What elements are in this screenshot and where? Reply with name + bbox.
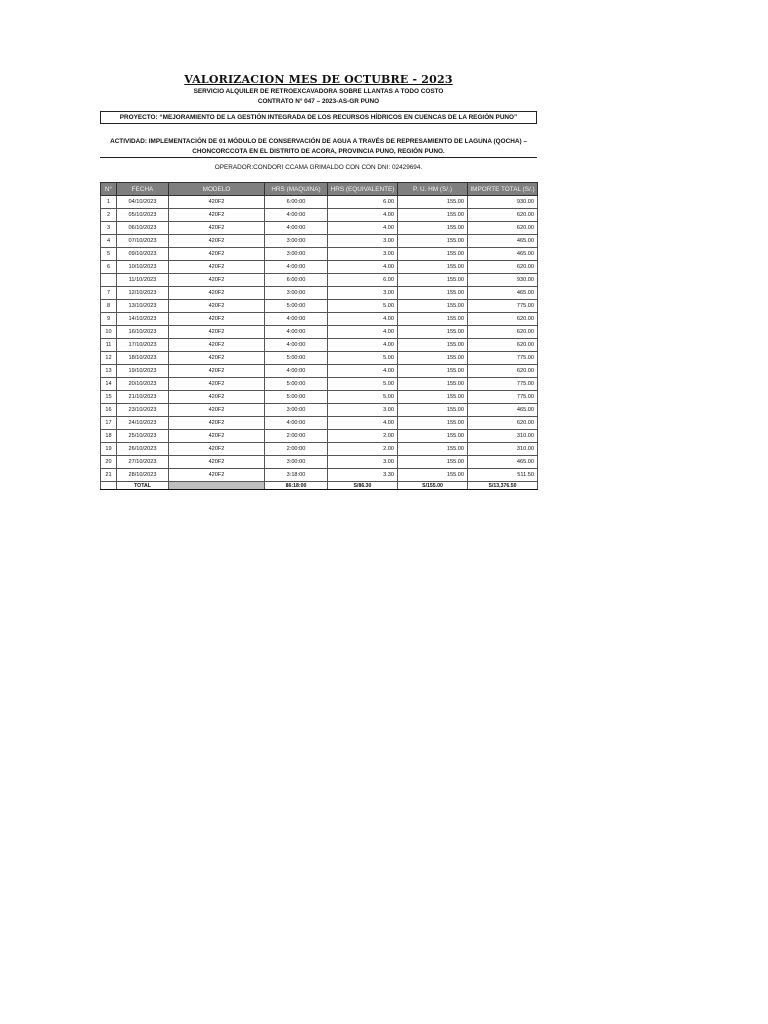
cell-hrs-maquina: 5:00:00: [265, 352, 328, 365]
total-row: [101, 482, 538, 490]
cell-fecha: 19/10/2023: [117, 365, 169, 378]
cell-hrs-maquina: 3:00:00: [265, 404, 328, 417]
cell-precio-unitario: 155.00: [398, 222, 468, 235]
cell-hrs-equivalente: 3.00: [328, 248, 398, 261]
cell-hrs-maquina: 4:00:00: [265, 417, 328, 430]
cell-fecha: 18/10/2023: [117, 352, 169, 365]
cell-fecha: 26/10/2023: [117, 443, 169, 456]
total-n-cell: [101, 482, 117, 490]
cell-hrs-equivalente: 3.00: [328, 404, 398, 417]
table-row: [101, 352, 538, 365]
cell-hrs-equivalente: 6.00: [328, 196, 398, 209]
cell-n: [101, 274, 117, 287]
cell-modelo: 420F2: [169, 378, 265, 391]
col-header-fecha: FECHA: [117, 183, 169, 196]
cell-importe-total: 620.00: [468, 313, 538, 326]
total-precio-unitario: S/155.00: [398, 482, 468, 490]
cell-importe-total: 465.00: [468, 404, 538, 417]
cell-modelo: 420F2: [169, 222, 265, 235]
cell-hrs-equivalente: 4.00: [328, 209, 398, 222]
cell-importe-total: 310.00: [468, 430, 538, 443]
cell-precio-unitario: 155.00: [398, 443, 468, 456]
cell-fecha: 24/10/2023: [117, 417, 169, 430]
cell-n: 17: [101, 417, 117, 430]
cell-importe-total: 465.00: [468, 235, 538, 248]
cell-fecha: 04/10/2023: [117, 196, 169, 209]
cell-hrs-maquina: 3:00:00: [265, 248, 328, 261]
valuation-table: [100, 182, 538, 490]
valuation-sheet: [100, 70, 537, 490]
cell-precio-unitario: 155.00: [398, 391, 468, 404]
cell-fecha: 11/10/2023: [117, 274, 169, 287]
cell-hrs-maquina: 3:00:00: [265, 287, 328, 300]
cell-n: 11: [101, 339, 117, 352]
cell-hrs-equivalente: 2.00: [328, 430, 398, 443]
cell-hrs-maquina: 5:00:00: [265, 391, 328, 404]
activity-block: [100, 137, 537, 158]
table-row: [101, 235, 538, 248]
cell-hrs-equivalente: 3.30: [328, 469, 398, 482]
cell-precio-unitario: 155.00: [398, 287, 468, 300]
cell-hrs-maquina: 6:00:00: [265, 196, 328, 209]
cell-hrs-maquina: 4:00:00: [265, 261, 328, 274]
cell-fecha: 07/10/2023: [117, 235, 169, 248]
cell-hrs-maquina: 6:00:00: [265, 274, 328, 287]
cell-modelo: 420F2: [169, 391, 265, 404]
cell-fecha: 20/10/2023: [117, 378, 169, 391]
total-modelo-cell: [169, 482, 265, 490]
cell-hrs-equivalente: 5.00: [328, 352, 398, 365]
cell-importe-total: 775.00: [468, 378, 538, 391]
table-row: [101, 430, 538, 443]
col-header-hrs-equivalente: HRS (EQUIVALENTE): [328, 183, 398, 196]
cell-modelo: 420F2: [169, 300, 265, 313]
operator-line: OPERADOR:CONDORI CCAMA GRIMALDO CON CON DNI: 02429694.: [214, 164, 423, 171]
cell-n: 9: [101, 313, 117, 326]
cell-importe-total: 930.00: [468, 196, 538, 209]
cell-n: 18: [101, 430, 117, 443]
cell-hrs-maquina: 4:00:00: [265, 209, 328, 222]
cell-fecha: 13/10/2023: [117, 300, 169, 313]
cell-hrs-equivalente: 4.00: [328, 313, 398, 326]
col-header-n: N°: [101, 183, 117, 196]
cell-modelo: 420F2: [169, 326, 265, 339]
cell-importe-total: 465.00: [468, 456, 538, 469]
cell-precio-unitario: 155.00: [398, 456, 468, 469]
table-row: [101, 326, 538, 339]
cell-fecha: 10/10/2023: [117, 261, 169, 274]
cell-modelo: 420F2: [169, 209, 265, 222]
cell-n: 21: [101, 469, 117, 482]
cell-hrs-equivalente: 4.00: [328, 222, 398, 235]
cell-hrs-maquina: 3:00:00: [265, 235, 328, 248]
cell-hrs-maquina: 2:00:00: [265, 443, 328, 456]
table-row: [101, 404, 538, 417]
cell-fecha: 21/10/2023: [117, 391, 169, 404]
cell-fecha: 27/10/2023: [117, 456, 169, 469]
cell-precio-unitario: 155.00: [398, 235, 468, 248]
table-row: [101, 469, 538, 482]
cell-hrs-equivalente: 4.00: [328, 339, 398, 352]
cell-precio-unitario: 155.00: [398, 378, 468, 391]
cell-importe-total: 620.00: [468, 209, 538, 222]
cell-modelo: 420F2: [169, 365, 265, 378]
table-row: [101, 417, 538, 430]
table-row: [101, 261, 538, 274]
cell-n: 7: [101, 287, 117, 300]
cell-precio-unitario: 155.00: [398, 313, 468, 326]
cell-precio-unitario: 155.00: [398, 417, 468, 430]
cell-fecha: 17/10/2023: [117, 339, 169, 352]
cell-n: 19: [101, 443, 117, 456]
service-line: SERVICIO ALQUILER DE RETROEXCAVADORA SOBRE LLANTAS A TODO COSTO: [193, 88, 444, 95]
table-row: [101, 248, 538, 261]
cell-precio-unitario: 155.00: [398, 196, 468, 209]
cell-n: 5: [101, 248, 117, 261]
cell-precio-unitario: 155.00: [398, 261, 468, 274]
cell-n: 1: [101, 196, 117, 209]
cell-hrs-equivalente: 4.00: [328, 261, 398, 274]
cell-precio-unitario: 155.00: [398, 326, 468, 339]
cell-modelo: 420F2: [169, 339, 265, 352]
cell-precio-unitario: 155.00: [398, 209, 468, 222]
cell-importe-total: 511.50: [468, 469, 538, 482]
cell-n: 13: [101, 365, 117, 378]
cell-hrs-equivalente: 2.00: [328, 443, 398, 456]
table-row: [101, 313, 538, 326]
cell-precio-unitario: 155.00: [398, 352, 468, 365]
cell-importe-total: 620.00: [468, 326, 538, 339]
table-row: [101, 456, 538, 469]
table-row: [101, 443, 538, 456]
cell-fecha: 09/10/2023: [117, 248, 169, 261]
cell-hrs-equivalente: 5.00: [328, 378, 398, 391]
cell-hrs-maquina: 2:00:00: [265, 430, 328, 443]
col-header-importe-total: IMPORTE TOTAL (S/.): [468, 183, 538, 196]
table-row: [101, 378, 538, 391]
cell-modelo: 420F2: [169, 469, 265, 482]
col-header-precio-unitario: P. U. HM (S/.): [398, 183, 468, 196]
cell-modelo: 420F2: [169, 417, 265, 430]
project-box: PROYECTO: “MEJORAMIENTO DE LA GESTIÓN INTEGRADA DE LOS RECURSOS HÍDRICOS EN CUENCAS DE LA REGIÓN PUNO”: [100, 111, 537, 124]
cell-hrs-equivalente: 5.00: [328, 300, 398, 313]
cell-importe-total: 465.00: [468, 248, 538, 261]
cell-hrs-maquina: 3:18:00: [265, 469, 328, 482]
table-row: [101, 274, 538, 287]
cell-precio-unitario: 155.00: [398, 404, 468, 417]
cell-fecha: 14/10/2023: [117, 313, 169, 326]
cell-precio-unitario: 155.00: [398, 339, 468, 352]
contract-line: CONTRATO N° 047 – 2023-AS-GR PUNO: [257, 98, 380, 105]
cell-hrs-maquina: 4:00:00: [265, 365, 328, 378]
col-header-modelo: MODELO: [169, 183, 265, 196]
cell-hrs-maquina: 5:00:00: [265, 300, 328, 313]
cell-hrs-equivalente: 3.00: [328, 456, 398, 469]
cell-fecha: 16/10/2023: [117, 326, 169, 339]
total-hrs-equivalente: S/86.30: [328, 482, 398, 490]
cell-n: 14: [101, 378, 117, 391]
cell-hrs-maquina: 4:00:00: [265, 326, 328, 339]
cell-modelo: 420F2: [169, 443, 265, 456]
cell-fecha: 12/10/2023: [117, 287, 169, 300]
cell-importe-total: 930.00: [468, 274, 538, 287]
cell-n: 8: [101, 300, 117, 313]
total-hrs-maquina: 86:18:00: [265, 482, 328, 490]
cell-hrs-maquina: 4:00:00: [265, 222, 328, 235]
cell-importe-total: 775.00: [468, 352, 538, 365]
cell-n: 4: [101, 235, 117, 248]
cell-n: 10: [101, 326, 117, 339]
cell-importe-total: 620.00: [468, 339, 538, 352]
cell-importe-total: 775.00: [468, 300, 538, 313]
cell-modelo: 420F2: [169, 430, 265, 443]
table-row: [101, 365, 538, 378]
cell-modelo: 420F2: [169, 248, 265, 261]
cell-hrs-maquina: 3:00:00: [265, 456, 328, 469]
table-header-row: [101, 183, 538, 196]
table-row: [101, 391, 538, 404]
cell-importe-total: 620.00: [468, 222, 538, 235]
cell-n: 3: [101, 222, 117, 235]
cell-modelo: 420F2: [169, 196, 265, 209]
col-header-hrs-maquina: HRS (MAQUINA): [265, 183, 328, 196]
cell-n: 12: [101, 352, 117, 365]
cell-modelo: 420F2: [169, 287, 265, 300]
cell-hrs-maquina: 4:00:00: [265, 313, 328, 326]
cell-precio-unitario: 155.00: [398, 300, 468, 313]
cell-hrs-equivalente: 3.00: [328, 287, 398, 300]
cell-n: 2: [101, 209, 117, 222]
table-row: [101, 287, 538, 300]
cell-fecha: 23/10/2023: [117, 404, 169, 417]
cell-modelo: 420F2: [169, 274, 265, 287]
total-importe: S/13,376.50: [468, 482, 538, 490]
table-row: [101, 222, 538, 235]
table-row: [101, 300, 538, 313]
cell-precio-unitario: 155.00: [398, 274, 468, 287]
cell-importe-total: 620.00: [468, 417, 538, 430]
cell-n: 15: [101, 391, 117, 404]
cell-precio-unitario: 155.00: [398, 248, 468, 261]
cell-n: 6: [101, 261, 117, 274]
cell-hrs-maquina: 4:00:00: [265, 339, 328, 352]
cell-importe-total: 775.00: [468, 391, 538, 404]
cell-modelo: 420F2: [169, 261, 265, 274]
cell-hrs-equivalente: 4.00: [328, 365, 398, 378]
cell-modelo: 420F2: [169, 404, 265, 417]
cell-precio-unitario: 155.00: [398, 430, 468, 443]
cell-precio-unitario: 155.00: [398, 469, 468, 482]
cell-modelo: 420F2: [169, 313, 265, 326]
cell-hrs-equivalente: 4.00: [328, 326, 398, 339]
cell-n: 20: [101, 456, 117, 469]
cell-hrs-equivalente: 5.00: [328, 391, 398, 404]
table-row: [101, 339, 538, 352]
cell-n: 16: [101, 404, 117, 417]
cell-fecha: 25/10/2023: [117, 430, 169, 443]
cell-hrs-equivalente: 6.00: [328, 274, 398, 287]
cell-fecha: 28/10/2023: [117, 469, 169, 482]
cell-fecha: 05/10/2023: [117, 209, 169, 222]
document-title: VALORIZACION MES DE OCTUBRE - 2023: [184, 73, 453, 86]
cell-modelo: 420F2: [169, 352, 265, 365]
cell-importe-total: 465.00: [468, 287, 538, 300]
cell-modelo: 420F2: [169, 456, 265, 469]
total-label: TOTAL: [117, 482, 169, 490]
cell-importe-total: 620.00: [468, 365, 538, 378]
table-row: [101, 209, 538, 222]
cell-importe-total: 620.00: [468, 261, 538, 274]
cell-modelo: 420F2: [169, 235, 265, 248]
cell-importe-total: 310.00: [468, 443, 538, 456]
cell-precio-unitario: 155.00: [398, 365, 468, 378]
table-row: [101, 196, 538, 209]
cell-hrs-maquina: 5:00:00: [265, 378, 328, 391]
cell-hrs-equivalente: 4.00: [328, 417, 398, 430]
cell-hrs-equivalente: 3.00: [328, 235, 398, 248]
cell-fecha: 06/10/2023: [117, 222, 169, 235]
activity-line-2: CHONCORCCOTA EN EL DISTRITO DE ACORA, PROVINCIA PUNO, REGIÓN PUNO.: [192, 147, 445, 155]
activity-line-1: ACTIVIDAD: IMPLEMENTACIÓN DE 01 MÓDULO DE CONSERVACIÓN DE AGUA A TRAVÉS DE REPRESAMIENTO DE LAGUNA (QOCHA) –: [110, 138, 527, 145]
